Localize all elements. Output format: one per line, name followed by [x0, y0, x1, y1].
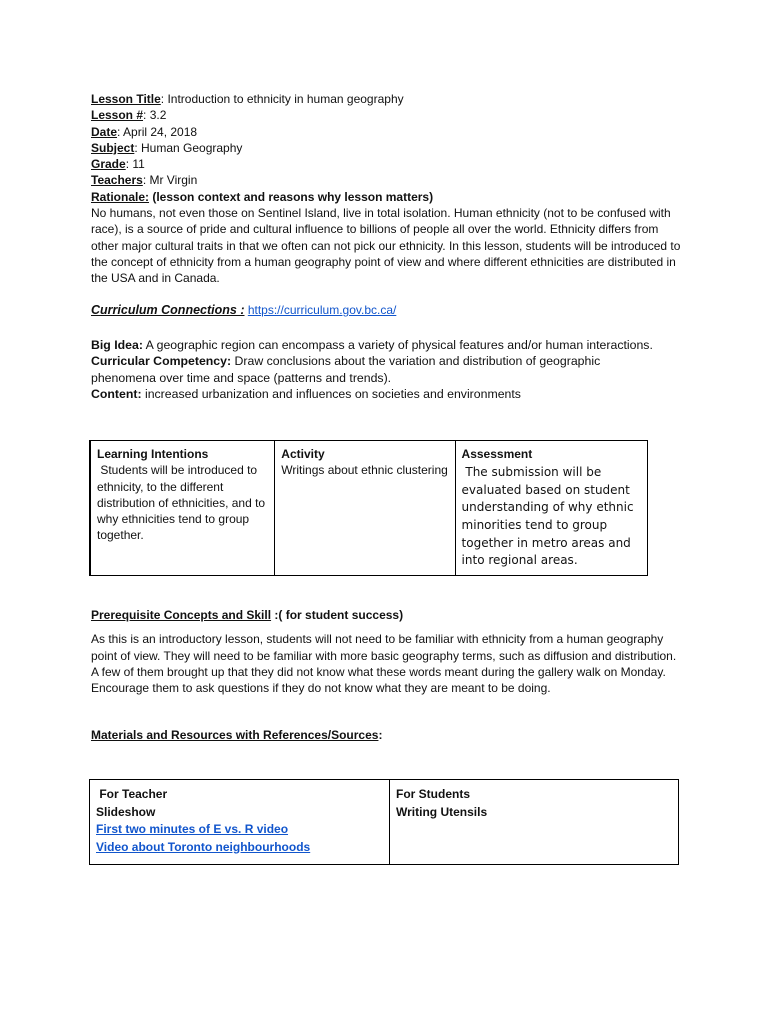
for-students-header: For Students: [396, 787, 470, 801]
teacher-item-slideshow: Slideshow: [96, 804, 156, 819]
subject-label: Subject: [91, 140, 135, 155]
curriculum-details: [91, 337, 681, 402]
for-teacher-header: For Teacher: [96, 787, 168, 801]
prerequisite-heading: [91, 607, 681, 623]
ev-r-video-link[interactable]: First two minutes of E vs. R video: [96, 822, 289, 836]
subject-line: [91, 140, 681, 156]
materials-title: Materials and Resources with References/Sources: [91, 728, 379, 742]
competency-label: Curricular Competency:: [91, 354, 232, 369]
subject-value: : Human Geography: [134, 140, 243, 155]
prerequisite-title: Prerequisite Concepts and Skill: [91, 608, 272, 622]
curriculum-connections: [91, 303, 681, 317]
content-line: [91, 386, 681, 402]
table-row: [90, 780, 679, 865]
assessment-cell: [455, 441, 647, 576]
teachers-line: [91, 172, 681, 188]
lesson-title-line: [91, 91, 681, 107]
lesson-number-line: [91, 107, 681, 123]
lesson-number-value: : 3.2: [143, 108, 167, 123]
date-line: [91, 124, 681, 140]
big-idea-label: Big Idea:: [91, 338, 143, 352]
activity-header: Activity: [281, 447, 325, 461]
learning-intentions-header: Learning Intentions: [97, 447, 209, 461]
big-idea-line: [91, 337, 681, 353]
materials-table: [89, 779, 679, 865]
prerequisite-section: [91, 607, 681, 696]
grade-value: : 11: [125, 157, 145, 172]
toronto-video-link[interactable]: Video about Toronto neighbourhoods: [96, 839, 311, 854]
rationale-subtitle: (lesson context and reasons why lesson matters): [149, 189, 434, 204]
content-label: Content:: [91, 386, 142, 401]
date-label: Date: [91, 124, 118, 139]
learning-intentions-cell: [90, 441, 275, 576]
grade-line: [91, 156, 681, 172]
assessment-header: Assessment: [461, 447, 533, 461]
prerequisite-text: As this is an introductory lesson, students will not need to be familiar with ethnicity from a human geography point of view. They will need to be familiar with more basic geography terms, such as diffusion and distribution. A few of them brought up that they did not know what these words meant during the gallery walk on Monday. Encourage them to ask questions if they do not know what they are meant to be doing.: [91, 632, 677, 696]
teachers-label: Teachers: [91, 173, 143, 188]
learning-intentions-text: Students will be introduced to ethnicity, to the different distribution of ethnicities, and to why ethnicities tend to group together.: [97, 463, 269, 543]
table-row: [90, 441, 648, 576]
date-value: : April 24, 2018: [117, 124, 198, 139]
lesson-header: [91, 91, 681, 287]
lesson-plan-table: [89, 440, 648, 576]
materials-title-suffix: :: [378, 728, 383, 742]
student-item-writing-utensils: Writing Utensils: [396, 804, 488, 819]
lesson-title-value: : Introduction to ethnicity in human geography: [160, 92, 404, 106]
activity-text: Writings about ethnic clustering: [281, 463, 448, 478]
rationale-text: No humans, not even those on Sentinel Island, live in total isolation. Human ethnicity (not to be confused with race), is a source of pride and cultural influence to billions of people all over the world. Ethnicity differs from other major cultural traits in that we often can not pick our ethnicity. In this lesson, students will be introduced to the concept of ethnicity from a human geography point of view and where different ethnicities are distributed in the USA and in Canada.: [91, 206, 681, 286]
assessment-text: The submission will be evaluated based on student understanding of why ethnic minorities tend to group together in metro areas and into regional areas.: [461, 465, 638, 568]
rationale-label: Rationale:: [91, 189, 150, 204]
curriculum-title: Curriculum Connections :: [91, 303, 245, 317]
competency-text: Draw conclusions about the variation and distribution of geographic phenomena over time and space (patterns and trends).: [91, 354, 601, 385]
grade-label: Grade: [91, 157, 126, 172]
activity-cell: [275, 441, 455, 576]
teachers-value: : Mr Virgin: [142, 173, 198, 188]
for-teacher-cell: [90, 780, 390, 865]
rationale-line: [91, 189, 681, 205]
curriculum-link[interactable]: https://curriculum.gov.bc.ca/: [247, 303, 397, 317]
content-text: increased urbanization and influences on societies and environments: [141, 386, 521, 401]
competency-line: [91, 353, 631, 386]
prerequisite-title-suffix: :( for student success): [271, 608, 404, 622]
materials-heading: [91, 728, 681, 742]
for-students-cell: [390, 780, 679, 865]
big-idea-text: A geographic region can encompass a variety of physical features and/or human interactions.: [142, 338, 653, 352]
lesson-number-label: Lesson #: [91, 108, 144, 123]
lesson-title-label: Lesson Title: [91, 92, 161, 106]
